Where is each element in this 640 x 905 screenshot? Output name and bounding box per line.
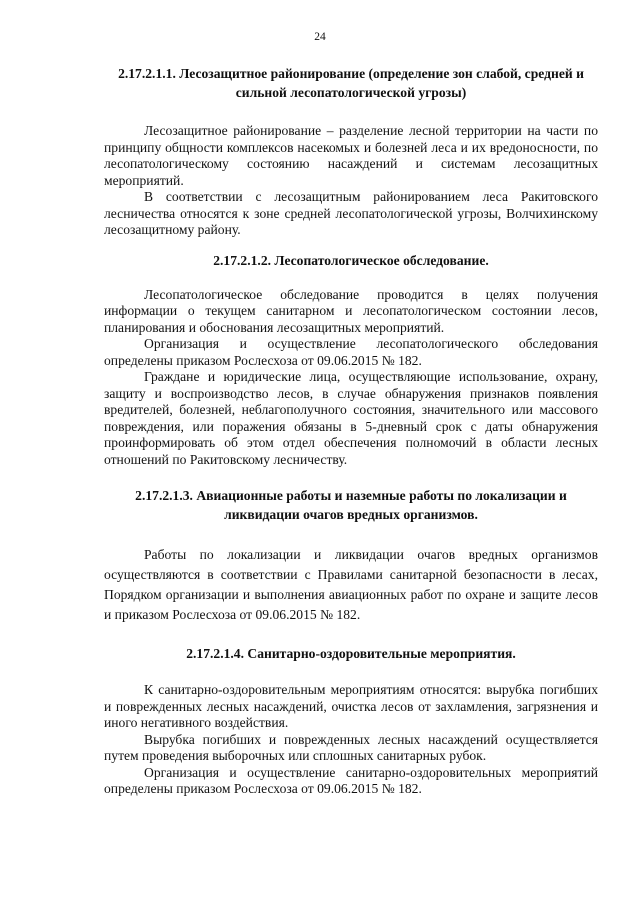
section-body-2 [104, 287, 598, 469]
section-heading-1: 2.17.2.1.1. Лесозащитное районирование (определение зон слабой, средней и сильной лесопатологической угрозы) [118, 66, 584, 100]
paragraph: Вырубка погибших и поврежденных лесных насаждений осуществляется путем проведения выборочных или сплошных санитарных рубок. [104, 731, 598, 763]
section-body-4 [104, 682, 598, 798]
page-number: 24 [314, 31, 326, 43]
section-body-1 [104, 123, 598, 239]
paragraph: Организация и осуществление санитарно-оздоровительных мероприятий определены приказом Рослесхоза от 09.06.2015 № 182. [104, 764, 598, 796]
paragraph: В соответствии с лесозащитным районированием леса Ракитовского лесничества относятся к зоне средней лесопатологической угрозы, Волчихинскому лесозащитному району. [104, 189, 598, 237]
section-heading-4: 2.17.2.1.4. Санитарно-оздоровительные мероприятия. [186, 646, 516, 661]
paragraph: Работы по локализации и ликвидации очагов вредных организмов осуществляются в соответствии с Правилами санитарной безопасности в лесах, Порядком организации и выполнения авиационных работ по охране и защите лесов и приказом Рослесхоза от 09.06.2015 № 182. [104, 547, 598, 622]
paragraph: К санитарно-оздоровительным мероприятиям относятся: вырубка погибших и поврежденных лесных насаждений, очистка лесов от захламления, загрязнения и иного негативного воздействия. [104, 682, 598, 730]
section-heading-3: 2.17.2.1.3. Авиационные работы и наземные работы по локализации и ликвидации очагов вредных организмов. [135, 488, 567, 522]
paragraph: Организация и осуществление лесопатологического обследования определены приказом Рослесхоза от 09.06.2015 № 182. [104, 336, 598, 368]
section-body-3 [104, 545, 598, 625]
section-heading-2: 2.17.2.1.2. Лесопатологическое обследование. [213, 252, 489, 268]
paragraph: Граждане и юридические лица, осуществляющие использование, охрану, защиту и воспроизводство лесов, в случае обнаружения признаков появления вредителей, болезней, неблагополучного состояния, значительного или массового повреждения, или поражения обязаны в 5-дневный срок с даты обнаружения проинформировать об этом отдел обеспечения полномочий в области лесных отношений по Ракитовскому лесничеству. [104, 369, 598, 467]
paragraph: Лесопатологическое обследование проводится в целях получения информации о текущем санитарном и лесопатологическом состоянии лесов, планирования и обоснования лесозащитных мероприятий. [104, 286, 598, 335]
page-content [104, 64, 598, 798]
paragraph: Лесозащитное районирование – разделение лесной территории на части по принципу общности комплексов насекомых и болезней леса и их вредоносности, по лесопатологическому состоянию насаждений и системам лесозащитных мероприятий. [104, 123, 598, 188]
